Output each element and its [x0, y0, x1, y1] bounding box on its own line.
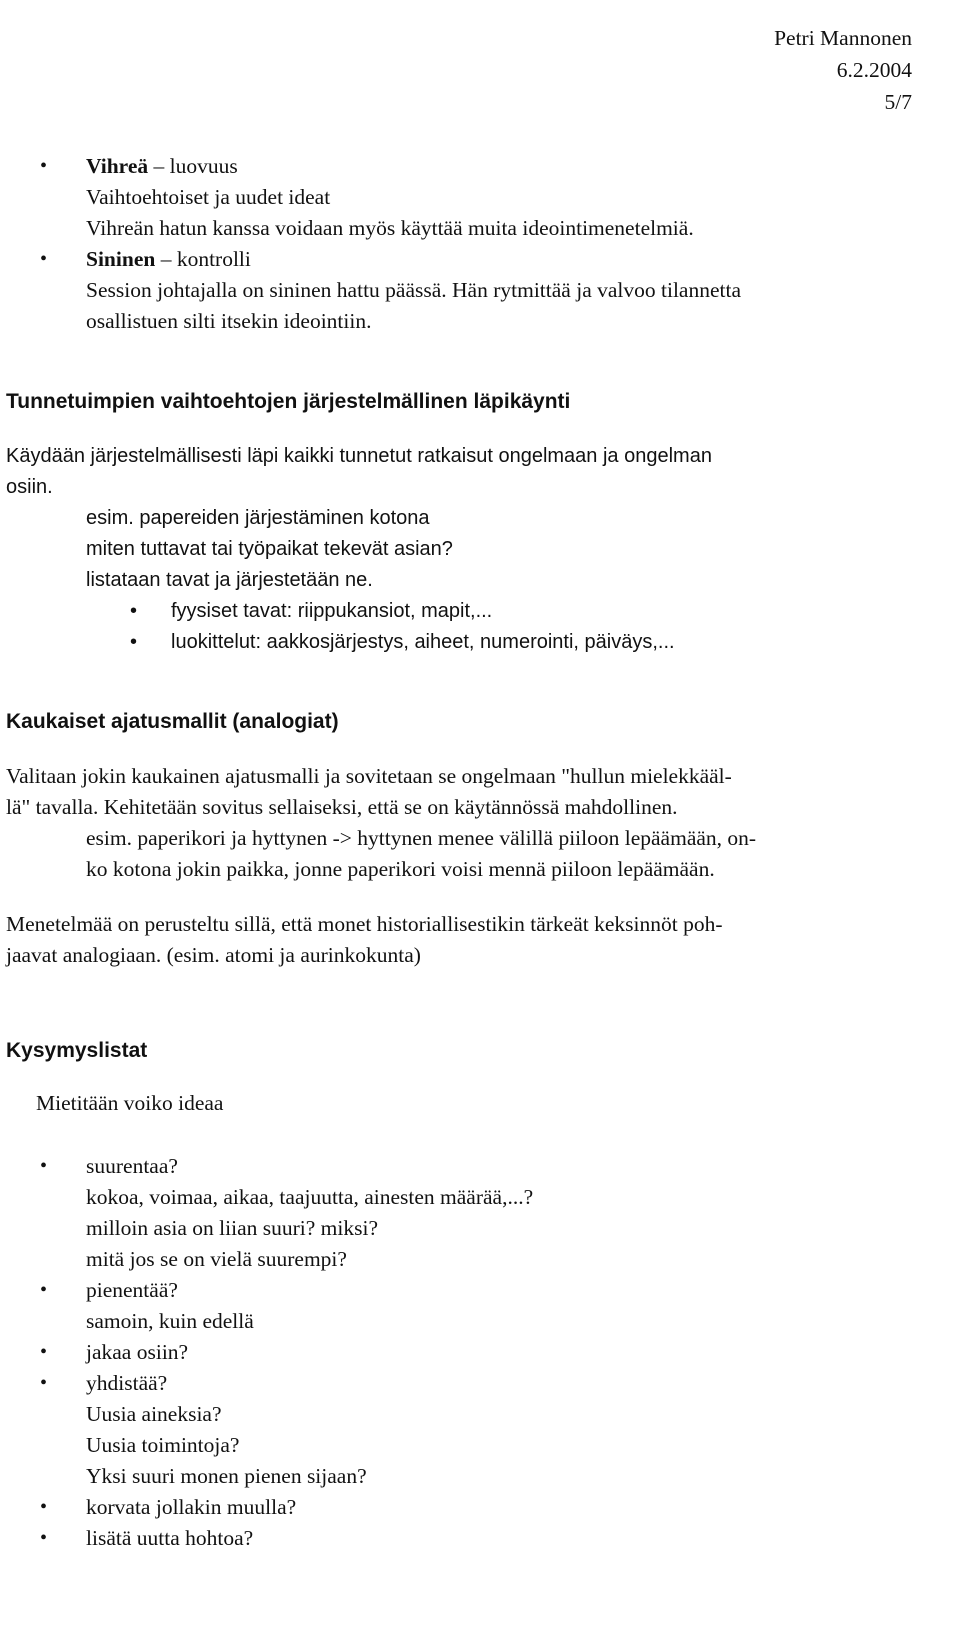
analogies-paragraph-line: Valitaan jokin kaukainen ajatusmalli ja sovitetaan se ongelmaan "hullun mielekkääl- — [6, 764, 732, 788]
analogies-example-line: ko kotona jokin paikka, jonne paperikori voisi mennä piiloon lepäämään. — [86, 857, 715, 881]
question-item: • yhdistää? — [6, 1368, 906, 1399]
document-body — [6, 151, 906, 1554]
systematic-paragraph-line: Käydään järjestelmällisesti läpi kaikki tunnetut ratkaisut ongelmaan ja ongelman — [6, 445, 712, 467]
hat-green-title: Vihreä — [86, 154, 149, 178]
question-sub-line: mitä jos se on vielä suurempi? — [86, 1247, 347, 1271]
question-sub-line: Yksi suuri monen pienen sijaan? — [86, 1464, 367, 1488]
hat-green-item — [6, 151, 906, 182]
section-heading-analogies: Kaukaiset ajatusmallit (analogiat) — [6, 710, 339, 733]
hat-green-subtitle: luovuus — [169, 154, 238, 178]
analogies-paragraph-line: lä" tavalla. Kehitetään sovitus sellaiseksi, että se on käytännössä mahdollinen. — [6, 795, 678, 819]
question-sub-line: milloin asia on liian suuri? miksi? — [86, 1216, 379, 1240]
document-date: 6.2.2004 — [836, 58, 912, 82]
question-sub-line: Uusia aineksia? — [86, 1402, 222, 1426]
analogies-example-line: esim. paperikori ja hyttynen -> hyttynen menee välillä piiloon lepäämään, on- — [86, 826, 757, 850]
hat-green-line: Vihreän hatun kanssa voidaan myös käyttää muita ideointimenetelmiä. — [86, 216, 694, 240]
systematic-example-line: listataan tavat ja järjestetään ne. — [86, 569, 373, 591]
hat-blue-subtitle: kontrolli — [176, 247, 251, 271]
systematic-bullet: • luokittelut: aakkosjärjestys, aiheet, numerointi, päiväys,... — [6, 627, 906, 658]
questions-intro: Mietitään voiko ideaa — [36, 1091, 224, 1115]
section-heading-questions: Kysymyslistat — [6, 1039, 148, 1062]
systematic-example-line: esim. papereiden järjestäminen kotona — [86, 507, 430, 529]
hat-blue-line: osallistuen silti itsekin ideointiin. — [86, 309, 372, 333]
systematic-example-line: miten tuttavat tai työpaikat tekevät asian? — [86, 538, 453, 560]
hat-green-dash: – — [148, 154, 170, 178]
systematic-paragraph-line: osiin. — [6, 476, 53, 498]
question-sub-line: Uusia toimintoja? — [86, 1433, 240, 1457]
hat-blue-item — [6, 244, 906, 275]
hat-blue-line: Session johtajalla on sininen hattu päässä. Hän rytmittää ja valvoo tilannetta — [86, 278, 741, 302]
question-item: • lisätä uutta hohtoa? — [6, 1523, 906, 1554]
section-heading-systematic: Tunnetuimpien vaihtoehtojen järjestelmällinen läpikäynti — [6, 390, 571, 413]
question-sub-line: samoin, kuin edellä — [86, 1309, 254, 1333]
hat-green-line: Vaihtoehtoiset ja uudet ideat — [86, 185, 331, 209]
hat-blue-dash: – — [155, 247, 177, 271]
author-name: Petri Mannonen — [774, 26, 912, 50]
page-header — [774, 22, 912, 118]
hat-blue-title: Sininen — [86, 247, 156, 271]
question-item: • jakaa osiin? — [6, 1337, 906, 1368]
systematic-bullet: • fyysiset tavat: riippukansiot, mapit,... — [6, 596, 906, 627]
question-item: • korvata jollakin muulla? — [6, 1492, 906, 1523]
question-item: • pienentää? — [6, 1275, 906, 1306]
page-number: 5/7 — [884, 90, 912, 114]
question-item: • suurentaa? — [6, 1151, 906, 1182]
analogies-paragraph2-line: Menetelmää on perusteltu sillä, että monet historiallisestikin tärkeät keksinnöt poh- — [6, 912, 723, 936]
analogies-paragraph2-line: jaavat analogiaan. (esim. atomi ja aurinkokunta) — [6, 943, 421, 967]
question-sub-line: kokoa, voimaa, aikaa, taajuutta, ainesten määrää,...? — [86, 1185, 534, 1209]
